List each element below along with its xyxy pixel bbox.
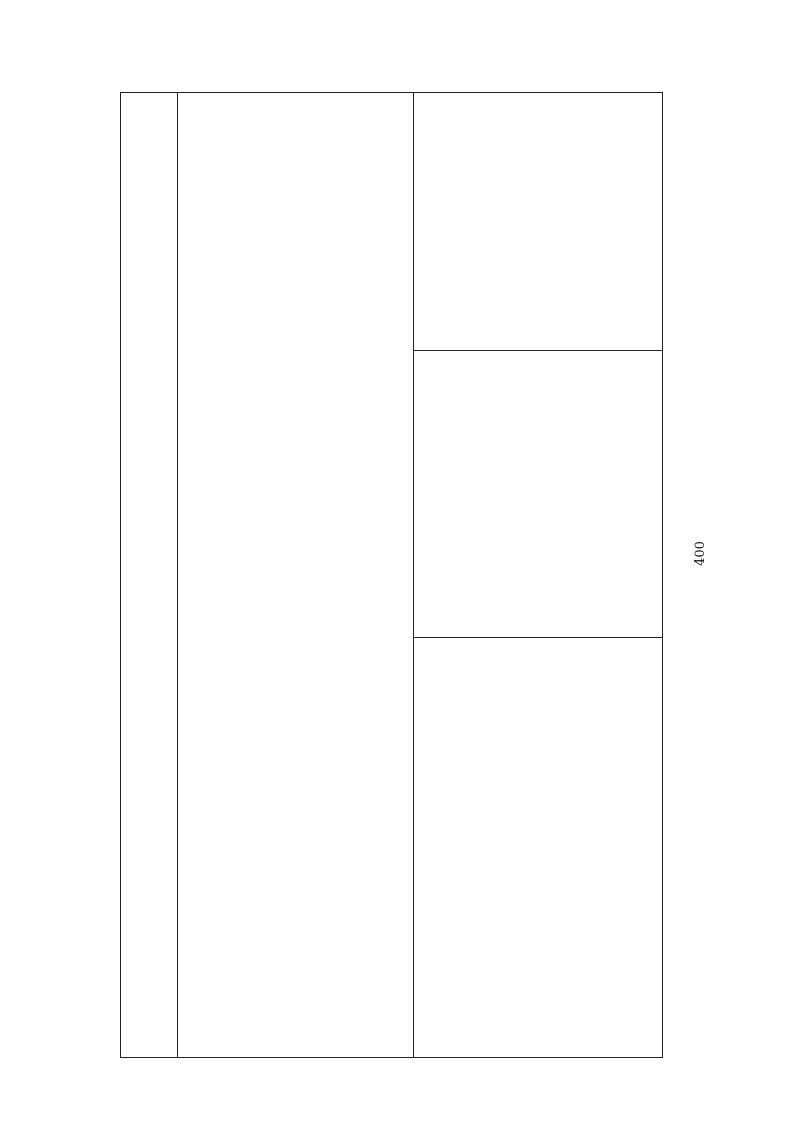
rotated-table-container <box>120 93 662 1058</box>
penalty-table <box>120 92 663 1058</box>
table-cell-col1 <box>121 92 178 1057</box>
table-cell-circumstance-2 <box>414 351 663 638</box>
page-number: 400 <box>692 541 708 566</box>
table-cell-legal-basis <box>178 92 414 1057</box>
table-cell-circumstance-3 <box>414 92 663 350</box>
table-cell-circumstance-1 <box>414 638 663 1058</box>
